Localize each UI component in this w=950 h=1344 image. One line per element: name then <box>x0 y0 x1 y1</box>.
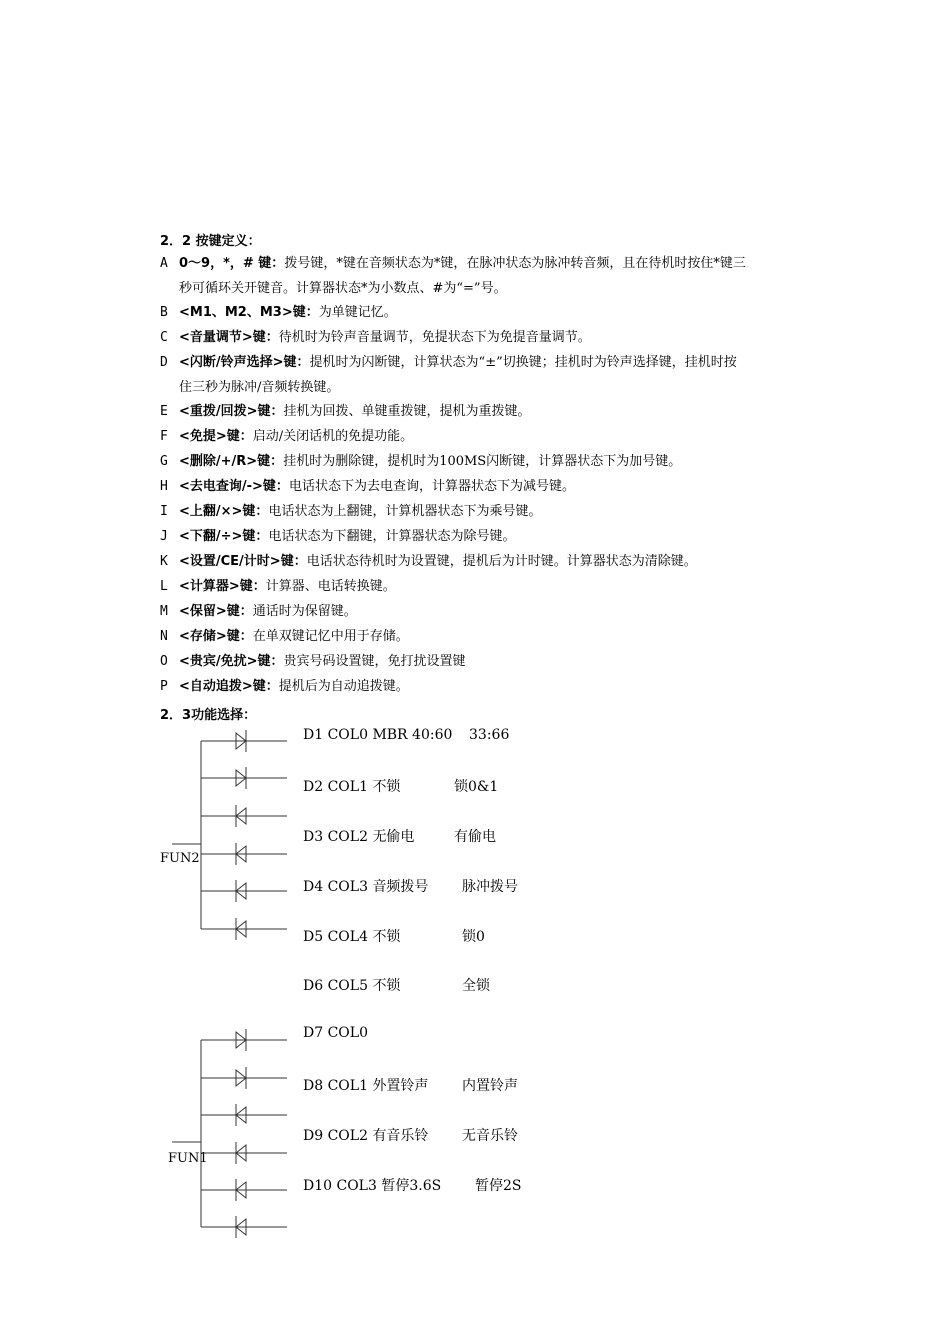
function-option-1: 有音乐铃 <box>372 1128 429 1144</box>
function-option-1: MBR 40:60 <box>372 727 453 743</box>
function-option-2: 锁0 <box>462 929 485 945</box>
function-code: D10 COL3 <box>303 1178 377 1194</box>
fun2-label: FUN2 <box>160 851 200 866</box>
key-name: <重拨/回拨>键： <box>179 404 284 419</box>
key-desc: 电话状态为下翻键，计算器状态为除号键。 <box>268 529 516 544</box>
key-desc: 挂机为回拨、单键重拨键，提机为重拨键。 <box>283 404 531 419</box>
key-desc: 电话状态为上翻键，计算机器状态下为乘号键。 <box>268 504 542 519</box>
fun1-diode-d9 <box>201 1104 287 1126</box>
key-name: <免提>键： <box>179 429 253 444</box>
key-letter: D <box>160 355 168 370</box>
key-name: <去电查询/->键： <box>179 479 289 494</box>
key-name: <自动追拨>键： <box>179 679 279 694</box>
fun1-row-d10 <box>303 1175 522 1195</box>
function-code: D4 COL3 <box>303 879 368 895</box>
key-name: <下翻/÷>键： <box>179 529 269 544</box>
fun2-row-d1 <box>303 727 510 743</box>
fun1-row-d7 <box>303 1025 368 1041</box>
function-code: D2 COL1 <box>303 779 368 795</box>
key-name: <存储>键： <box>179 629 253 644</box>
key-name: <M1、M2、M3>键： <box>179 305 319 320</box>
function-option-2: 锁0&1 <box>454 779 499 795</box>
function-code: D5 COL4 <box>303 929 368 945</box>
fun1-diode-extra-1 <box>201 1179 287 1201</box>
key-desc: 提机时为闪断键，计算状态为“±”切换键；挂机时为铃声选择键，挂机时按 <box>309 355 737 370</box>
fun1-diode-extra-2 <box>201 1216 287 1238</box>
key-letter: H <box>160 479 168 494</box>
key-desc: 贵宾号码设置键，免打扰设置键 <box>283 654 466 669</box>
key-desc: 提机后为自动追拨键。 <box>278 679 409 694</box>
key-name: <音量调节>键： <box>179 330 279 345</box>
fun2-diode-d2 <box>201 767 287 789</box>
key-desc: 挂机时为删除键，提机时为100MS闪断键，计算器状态下为加号键。 <box>283 454 682 469</box>
key-name: <计算器>键： <box>179 579 266 594</box>
function-option-2: 脉冲拨号 <box>462 879 518 895</box>
function-option-1: 音频拨号 <box>372 879 429 895</box>
key-name: <设置/CE/计时>键： <box>179 554 307 569</box>
fun2-row-d3 <box>303 826 496 846</box>
key-name: <贵宾/免扰>键： <box>179 654 284 669</box>
function-code: D1 COL0 <box>303 727 368 743</box>
key-desc: 计算器、电话转换键。 <box>265 579 396 594</box>
key-name: <删除/+/R>键： <box>179 454 284 469</box>
section-heading-key-definitions: 2．2 按键定义： <box>160 234 261 249</box>
key-letter: L <box>160 579 168 594</box>
key-desc: 启动/关闭话机的免提功能。 <box>252 429 414 444</box>
key-desc-cont: 住三秒为脉冲/音频转换键。 <box>179 380 340 395</box>
fun2-diode-d1 <box>201 730 287 752</box>
key-letter: I <box>160 504 168 519</box>
key-letter: F <box>160 429 168 444</box>
function-option-2: 内置铃声 <box>462 1078 518 1094</box>
function-option-2: 有偷电 <box>454 829 496 845</box>
key-desc: 通话时为保留键。 <box>252 604 357 619</box>
function-option-2: 全锁 <box>462 978 490 994</box>
key-name: <保留>键： <box>179 604 253 619</box>
key-desc: 在单双键记忆中用于存储。 <box>252 629 409 644</box>
key-letter: A <box>160 256 168 271</box>
function-option-2: 暂停2S <box>475 1178 522 1194</box>
key-desc: 拨号键，*键在音频状态为*键，在脉冲状态为脉冲转音频，且在待机时按住*键三 <box>284 256 746 271</box>
key-letter: G <box>160 454 168 469</box>
function-code: D6 COL5 <box>303 978 368 994</box>
fun2-diode-d6 <box>201 918 287 940</box>
function-code: D9 COL2 <box>303 1128 368 1144</box>
key-letter: C <box>160 330 168 345</box>
function-option-1: 无偷电 <box>372 829 415 845</box>
section-heading-function-select: 2．3功能选择： <box>160 708 257 723</box>
key-letter: E <box>160 404 168 419</box>
function-code: D7 COL0 <box>303 1025 368 1041</box>
key-letter: P <box>160 679 168 694</box>
fun2-row-d6 <box>303 975 490 995</box>
fun1-row-d9 <box>303 1125 518 1145</box>
key-name: 0～9，*，# 键： <box>179 256 285 271</box>
key-letter: K <box>160 554 168 569</box>
key-letter: B <box>160 305 168 320</box>
key-desc: 电话状态待机时为设置键，提机后为计时键。计算器状态为清除键。 <box>306 554 697 569</box>
fun2-diode-d3 <box>201 805 287 827</box>
key-desc: 电话状态下为去电查询，计算器状态下为减号键。 <box>288 479 575 494</box>
fun2-row-d5 <box>303 926 485 946</box>
function-option-1: 不锁 <box>372 929 401 945</box>
fun1-diode-d7 <box>201 1029 287 1051</box>
fun2-row-d4 <box>303 876 518 896</box>
key-letter: N <box>160 629 168 644</box>
fun1-label: FUN1 <box>168 1151 208 1166</box>
function-code: D3 COL2 <box>303 829 368 845</box>
function-option-1: 不锁 <box>372 779 401 795</box>
key-desc: 待机时为铃声音量调节，免提状态下为免提音量调节。 <box>278 330 591 345</box>
key-name: <闪断/铃声选择>键： <box>179 355 310 370</box>
fun1-row-d8 <box>303 1075 518 1095</box>
function-option-1: 不锁 <box>372 978 401 994</box>
function-option-2: 无音乐铃 <box>462 1128 518 1144</box>
key-letter: M <box>160 604 168 619</box>
function-option-1: 外置铃声 <box>372 1078 429 1094</box>
key-desc-cont: 秒可循环关开键音。计算器状态*为小数点、#为“=”号。 <box>179 281 507 296</box>
fun2-row-d2 <box>303 776 499 796</box>
key-letter: J <box>160 529 168 544</box>
function-option-2: 33:66 <box>469 727 510 743</box>
key-letter: O <box>160 654 168 669</box>
key-desc: 为单键记忆。 <box>318 305 397 320</box>
function-code: D8 COL1 <box>303 1078 368 1094</box>
fun1-diode-d10 <box>201 1142 287 1164</box>
key-name: <上翻/×>键： <box>179 504 269 519</box>
fun1-diode-d8 <box>201 1067 287 1089</box>
function-option-1: 暂停3.6S <box>381 1178 442 1194</box>
fun2-diode-d4 <box>201 843 287 865</box>
fun2-diode-d5 <box>201 880 287 902</box>
